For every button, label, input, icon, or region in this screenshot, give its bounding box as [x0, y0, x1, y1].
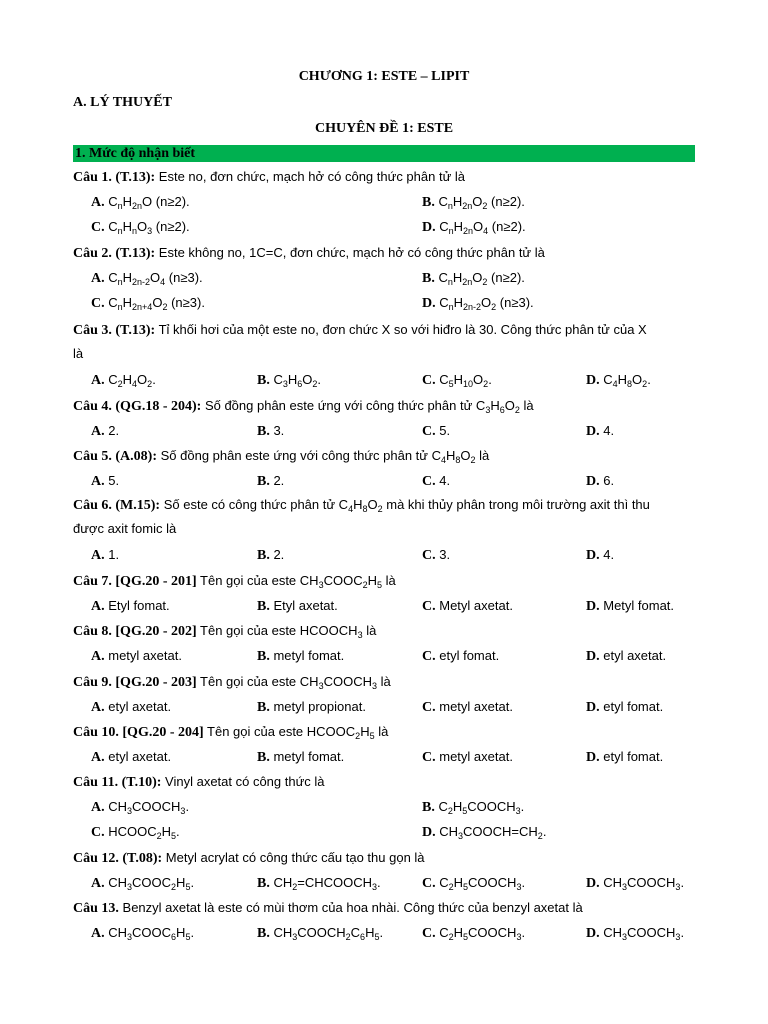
question-text: Este no, đơn chức, mạch hở có công thức phân tử là [155, 169, 466, 184]
option-text: $CH_3COOCH_3$. [599, 875, 685, 892]
question-label: Câu 4. (QG.18 - 204): [73, 399, 202, 414]
option-text: 4. [599, 547, 615, 562]
option-text: 5. [435, 423, 451, 438]
question-stem [73, 622, 376, 641]
option-letter: D. [586, 474, 600, 489]
option-letter: A. [91, 424, 105, 439]
question-stem [73, 244, 545, 263]
option-letter: B. [257, 876, 270, 891]
option-letter: C. [422, 474, 436, 489]
answer-option[interactable] [422, 269, 525, 288]
answer-option[interactable] [422, 823, 546, 842]
option-letter: D. [586, 373, 600, 388]
option-letter: C. [422, 649, 436, 664]
question-label: Câu 7. [QG.20 - 201] [73, 574, 197, 589]
question-stem [73, 849, 425, 868]
option-letter: A. [91, 474, 105, 489]
option-text: Metyl axetat. [435, 598, 513, 613]
option-letter: C. [422, 926, 436, 941]
question-text: Tên gọi của este $CH_3COOCH_3$ là [196, 674, 391, 691]
answer-option[interactable] [586, 647, 666, 666]
option-text: $C_2H_5COOCH_3$. [435, 875, 526, 892]
option-letter: B. [422, 800, 435, 815]
option-text: metyl propionat. [269, 699, 366, 714]
option-text: Etyl axetat. [269, 598, 338, 613]
answer-option[interactable] [257, 874, 381, 893]
option-text: $CH_3COOC_2H_5$. [104, 875, 195, 892]
question-stem [73, 447, 489, 466]
question-label: Câu 2. (T.13): [73, 246, 156, 261]
option-text: $C_nH_{2n+4}O_2$ (n≥3). [104, 295, 205, 312]
answer-option[interactable] [422, 193, 525, 212]
question-label: Câu 6. (M.15): [73, 498, 161, 513]
part-heading: A. LÝ THUYẾT [73, 95, 172, 110]
question-label: Câu 11. (T.10): [73, 775, 162, 790]
option-letter: C. [422, 700, 436, 715]
section-label: 1. Mức độ nhận biết [75, 146, 196, 161]
option-text: 4. [599, 423, 615, 438]
option-text: $C_5H_{10}O_2$. [435, 372, 492, 389]
question-text: Tên gọi của este $CH_3COOC_2H_5$ là [196, 573, 396, 590]
option-letter: B. [422, 195, 435, 210]
answer-option[interactable] [91, 269, 203, 288]
answer-option[interactable] [422, 924, 525, 943]
option-letter: A. [91, 876, 105, 891]
option-text: $C_nH_nO_3$ (n≥2). [104, 219, 190, 236]
option-text: 2. [269, 547, 285, 562]
question-text: Metyl acrylat có công thức cấu tạo thu gọn là [162, 850, 425, 865]
answer-option[interactable] [422, 748, 513, 767]
option-letter: B. [257, 548, 270, 563]
option-text: 3. [435, 547, 451, 562]
question-label: Câu 13. [73, 901, 119, 916]
answer-option[interactable] [257, 472, 284, 491]
option-letter: C. [422, 373, 436, 388]
question-label: Câu 8. [QG.20 - 202] [73, 624, 197, 639]
answer-option[interactable] [586, 472, 614, 491]
option-text: etyl axetat. [599, 648, 667, 663]
chapter-title: CHƯƠNG 1: ESTE – LIPIT [298, 69, 470, 84]
option-letter: A. [91, 271, 105, 286]
answer-option[interactable] [257, 647, 344, 666]
answer-option[interactable] [91, 371, 156, 390]
question-text: Tên gọi của este $HCOOC_2H_5$ là [203, 724, 389, 741]
question-stem [73, 321, 647, 340]
question-text-continued: được axit fomic là [73, 521, 177, 536]
question-text: Tỉ khối hơi của một este no, đơn chức X so với hiđro là 30. Công thức phân tử của X [155, 322, 647, 337]
question-label: Câu 9. [QG.20 - 203] [73, 675, 197, 690]
option-text: 2. [104, 423, 120, 438]
option-letter: D. [586, 424, 600, 439]
answer-option[interactable] [91, 874, 194, 893]
answer-option[interactable] [91, 748, 171, 767]
option-text: $C_nH_{2n}O$ (n≥2). [104, 194, 190, 211]
answer-option[interactable] [422, 546, 450, 565]
option-text: $C_nH_{2n}O_4$ (n≥2). [435, 219, 526, 236]
option-letter: A. [91, 649, 105, 664]
option-letter: A. [91, 599, 105, 614]
answer-option[interactable] [586, 924, 684, 943]
answer-option[interactable] [257, 546, 284, 565]
answer-option[interactable] [91, 597, 170, 616]
question-text: Benzyl axetat là este có mùi thơm của hoa nhài. Công thức của benzyl axetat là [118, 900, 583, 915]
answer-option[interactable] [91, 798, 189, 817]
option-text: 1. [104, 547, 120, 562]
option-letter: D. [586, 700, 600, 715]
option-text: metyl fomat. [269, 749, 345, 764]
option-text: 5. [104, 473, 120, 488]
answer-option[interactable] [91, 193, 190, 212]
question-text: Số đồng phân este ứng với công thức phân tử $C_4H_8O_2$ là [157, 448, 490, 465]
option-letter: B. [422, 271, 435, 286]
option-text: $HCOOC_2H_5$. [104, 824, 180, 841]
question-stem [73, 899, 583, 918]
question-text: Số đồng phân este ứng với công thức phân tử $C_3H_6O_2$ là [201, 398, 534, 415]
option-letter: C. [422, 599, 436, 614]
option-letter: C. [91, 296, 105, 311]
answer-option[interactable] [586, 422, 614, 441]
option-text: metyl axetat. [104, 648, 182, 663]
answer-option[interactable] [257, 422, 284, 441]
option-text: Metyl fomat. [599, 598, 675, 613]
option-letter: B. [257, 474, 270, 489]
option-text: etyl axetat. [104, 749, 172, 764]
option-letter: B. [257, 599, 270, 614]
option-letter: A. [91, 926, 105, 941]
option-letter: A. [91, 373, 105, 388]
topic-title: CHUYÊN ĐỀ 1: ESTE [314, 121, 454, 136]
question-label: Câu 10. [QG.20 - 204] [73, 725, 204, 740]
answer-option[interactable] [91, 472, 119, 491]
answer-option[interactable] [422, 874, 525, 893]
option-letter: D. [586, 926, 600, 941]
option-letter: D. [586, 649, 600, 664]
option-text: metyl axetat. [435, 699, 513, 714]
question-stem [73, 723, 388, 742]
question-text: Vinyl axetat có công thức là [161, 774, 325, 789]
option-text: etyl axetat. [104, 699, 172, 714]
option-text: $CH_3COOCH_3$. [104, 799, 190, 816]
option-text: 3. [269, 423, 285, 438]
question-stem [73, 397, 534, 416]
question-stem [73, 572, 396, 591]
question-label: Câu 5. (A.08): [73, 449, 157, 464]
answer-option[interactable] [91, 698, 171, 717]
answer-option[interactable] [91, 294, 205, 313]
answer-option[interactable] [91, 218, 190, 237]
option-letter: A. [91, 700, 105, 715]
option-text: etyl fomat. [599, 749, 664, 764]
answer-option[interactable] [257, 371, 321, 390]
option-letter: D. [586, 599, 600, 614]
option-letter: A. [91, 548, 105, 563]
option-letter: D. [586, 750, 600, 765]
question-stem [73, 673, 391, 692]
option-text: $C_2H_5COOCH_3$. [435, 925, 526, 942]
question-text: Este không no, 1C=C, đơn chức, mạch hở có công thức phân tử là [155, 245, 545, 260]
answer-option[interactable] [422, 647, 499, 666]
answer-option[interactable] [257, 924, 383, 943]
question-text: Số este có công thức phân tử $C_4H_8O_2$ mà khi thủy phân trong môi trường axit thì thu [160, 497, 650, 514]
answer-option[interactable] [422, 798, 524, 817]
question-text-continued: là [73, 346, 84, 361]
option-text: $C_nH_{2n}O_2$ (n≥2). [434, 194, 525, 211]
answer-option[interactable] [422, 371, 492, 390]
option-letter: C. [422, 548, 436, 563]
option-letter: B. [257, 424, 270, 439]
option-letter: A. [91, 750, 105, 765]
option-text: metyl fomat. [269, 648, 345, 663]
answer-option[interactable] [91, 924, 194, 943]
option-text: $C_2H_4O_2$. [104, 372, 156, 389]
option-letter: C. [422, 750, 436, 765]
option-text: 4. [435, 473, 451, 488]
answer-option[interactable] [422, 218, 526, 237]
option-text: $CH_3COOCH_2C_6H_5$. [269, 925, 384, 942]
answer-option[interactable] [257, 748, 344, 767]
option-text: $CH_3COOC_6H_5$. [104, 925, 195, 942]
question-label: Câu 12. (T.08): [73, 851, 163, 866]
option-letter: D. [422, 296, 436, 311]
question-stem [73, 773, 325, 792]
answer-option[interactable] [91, 823, 180, 842]
option-letter: D. [422, 825, 436, 840]
answer-option[interactable] [257, 698, 366, 717]
option-text: $CH_3COOCH=CH_2$. [435, 824, 547, 841]
option-text: $C_nH_{2n-2}O_2$ (n≥3). [435, 295, 534, 312]
option-letter: C. [422, 876, 436, 891]
option-text: $C_nH_{2n-2}O_4$ (n≥3). [104, 270, 203, 287]
option-text: etyl fomat. [599, 699, 664, 714]
option-text: $CH_3COOCH_3$. [599, 925, 685, 942]
option-text: $C_nH_{2n}O_2$ (n≥2). [434, 270, 525, 287]
option-text: etyl fomat. [435, 648, 500, 663]
option-letter: C. [91, 220, 105, 235]
answer-option[interactable] [586, 546, 614, 565]
option-letter: D. [586, 876, 600, 891]
question-label: Câu 1. (T.13): [73, 170, 156, 185]
answer-option[interactable] [422, 294, 534, 313]
option-letter: D. [586, 548, 600, 563]
option-letter: B. [257, 373, 270, 388]
option-letter: A. [91, 800, 105, 815]
option-letter: B. [257, 750, 270, 765]
option-letter: B. [257, 926, 270, 941]
answer-option[interactable] [586, 698, 663, 717]
question-label: Câu 3. (T.13): [73, 323, 156, 338]
answer-option[interactable] [586, 748, 663, 767]
answer-option[interactable] [257, 597, 338, 616]
answer-option[interactable] [91, 647, 182, 666]
section-bar [73, 145, 695, 162]
option-text: $C_4H_8O_2$. [599, 372, 651, 389]
answer-option[interactable] [422, 472, 450, 491]
option-text: $CH_2=CHCOOCH_3$. [269, 875, 381, 892]
question-stem [73, 168, 465, 187]
option-text: 6. [599, 473, 615, 488]
option-text: $C_2H_5COOCH_3$. [434, 799, 525, 816]
option-letter: D. [422, 220, 436, 235]
question-stem [73, 496, 650, 515]
question-text: Tên gọi của este $HCOOCH_3$ là [196, 623, 377, 640]
option-text: $C_3H_6O_2$. [269, 372, 322, 389]
option-letter: B. [257, 649, 270, 664]
answer-option[interactable] [586, 371, 651, 390]
option-text: 2. [269, 473, 285, 488]
answer-option[interactable] [91, 422, 119, 441]
option-text: metyl axetat. [435, 749, 513, 764]
option-letter: B. [257, 700, 270, 715]
answer-option[interactable] [422, 422, 450, 441]
option-text: Etyl fomat. [104, 598, 170, 613]
option-letter: C. [422, 424, 436, 439]
option-letter: C. [91, 825, 105, 840]
answer-option[interactable] [422, 698, 513, 717]
answer-option[interactable] [586, 597, 674, 616]
answer-option[interactable] [422, 597, 513, 616]
option-letter: A. [91, 195, 105, 210]
answer-option[interactable] [586, 874, 684, 893]
answer-option[interactable] [91, 546, 119, 565]
